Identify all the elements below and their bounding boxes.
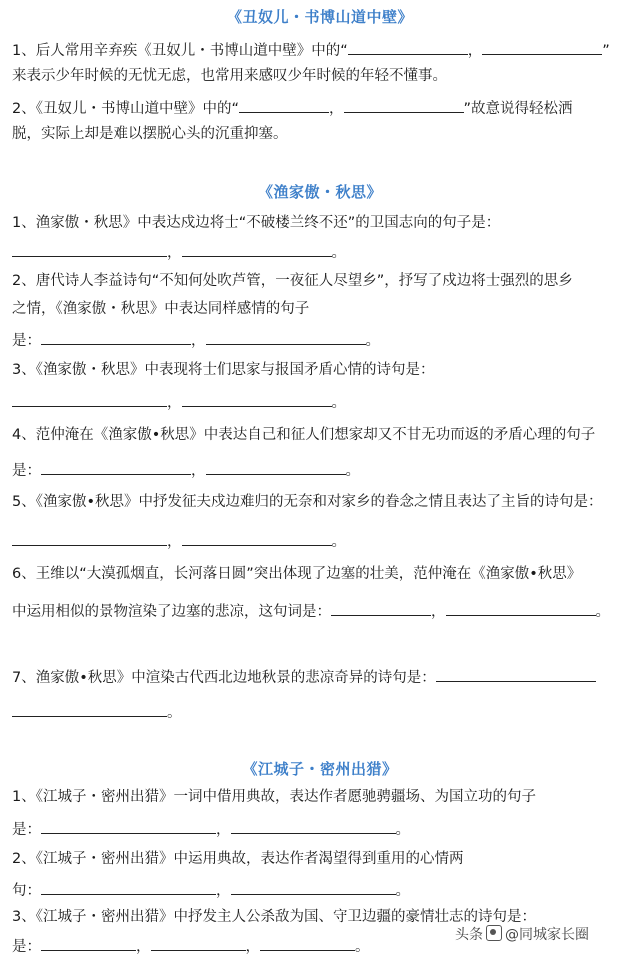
question-2-2-line2: 之情，《渔家傲・秋思》中表达同样感情的句子 bbox=[12, 301, 310, 317]
question-3-2-answer: 句： ， 。 bbox=[12, 878, 632, 901]
watermark-account: @同城家长圈 bbox=[505, 927, 589, 943]
answer-blank[interactable] bbox=[182, 529, 332, 546]
question-3-3: 3、《江城子・密州出猎》中抒发主人公杀敌为国、守卫边疆的豪情壮志的诗句是： bbox=[12, 909, 536, 925]
question-1-2-cont: 脱，实际上却是难以摆脱心头的沉重抑塞。 bbox=[12, 126, 288, 142]
question-text: 2、《丑奴儿・书博山道中壁》中的“ bbox=[12, 101, 239, 117]
answer-blank[interactable] bbox=[41, 934, 136, 951]
answer-blank[interactable] bbox=[231, 878, 396, 895]
question-2-2-answer: 是： ， 。 bbox=[12, 328, 632, 351]
question-2-1-answer: ， 。 bbox=[12, 240, 632, 263]
question-3-3-answer: 是： ， ， 。 bbox=[12, 934, 632, 957]
section-title-yujiaao: 《渔家傲・秋思》 bbox=[257, 183, 382, 201]
watermark bbox=[455, 924, 589, 944]
question-2-6-line1: 6、王维以“大漠孤烟直，长河落日圆”突出体现了边塞的壮美，范仲淹在《渔家傲•秋思》 bbox=[12, 566, 582, 582]
question-2-3-answer: ， 。 bbox=[12, 390, 632, 413]
answer-blank[interactable] bbox=[260, 934, 355, 951]
answer-blank[interactable] bbox=[206, 458, 346, 475]
question-1-1: 1、后人常用辛弃疾《丑奴儿・书博山道中壁》中的“ ， ” bbox=[12, 38, 632, 61]
answer-blank[interactable] bbox=[12, 240, 167, 257]
answer-blank[interactable] bbox=[182, 240, 332, 257]
question-text: 1、后人常用辛弃疾《丑奴儿・书博山道中壁》中的“ bbox=[12, 43, 348, 59]
section-title-chounuer: 《丑奴儿・书博山道中壁》 bbox=[226, 8, 413, 26]
answer-blank[interactable] bbox=[239, 96, 329, 113]
answer-blank[interactable] bbox=[482, 38, 602, 55]
question-3-1-answer: 是： ， 。 bbox=[12, 817, 632, 840]
answer-blank[interactable] bbox=[348, 38, 468, 55]
answer-blank[interactable] bbox=[12, 529, 167, 546]
question-3-2: 2、《江城子・密州出猎》中运用典故，表达作者渴望得到重用的心情两 bbox=[12, 851, 464, 867]
camera-icon bbox=[486, 925, 502, 941]
question-1-1-cont: 来表示少年时候的无忧无虑，也常用来感叹少年时候的年轻不懂事。 bbox=[12, 68, 447, 84]
answer-blank[interactable] bbox=[151, 934, 246, 951]
answer-blank[interactable] bbox=[344, 96, 464, 113]
watermark-brand: 头条 bbox=[455, 927, 483, 943]
question-3-1: 1、《江城子・密州出猎》一词中借用典故，表达作者愿驰骋疆场、为国立功的句子 bbox=[12, 789, 536, 805]
answer-blank[interactable] bbox=[12, 700, 167, 717]
answer-blank[interactable] bbox=[446, 599, 596, 616]
question-2-4-answer: 是： ， 。 bbox=[12, 458, 632, 481]
answer-blank[interactable] bbox=[182, 390, 332, 407]
answer-blank[interactable] bbox=[41, 817, 216, 834]
answer-blank[interactable] bbox=[41, 458, 191, 475]
answer-blank[interactable] bbox=[436, 665, 596, 682]
question-1-2: 2、《丑奴儿・书博山道中壁》中的“ ， ”故意说得轻松洒 bbox=[12, 96, 632, 119]
answer-blank[interactable] bbox=[206, 328, 366, 345]
section-title-jiangchengzi: 《江城子・密州出猎》 bbox=[242, 760, 398, 778]
question-2-4: 4、范仲淹在《渔家傲•秋思》中表达自己和征人们想家却又不甘无功而返的矛盾心理的句子 bbox=[12, 427, 596, 443]
answer-blank[interactable] bbox=[41, 328, 191, 345]
answer-blank[interactable] bbox=[12, 390, 167, 407]
question-2-3: 3、《渔家傲・秋思》中表现将士们思家与报国矛盾心情的诗句是： bbox=[12, 362, 435, 378]
question-2-2-line1: 2、唐代诗人李益诗句“不知何处吹芦管，一夜征人尽望乡”，抒写了戍边将士强烈的思乡 bbox=[12, 273, 573, 289]
question-2-1: 1、渔家傲・秋思》中表达戍边将士“不破楼兰终不还”的卫国志向的句子是： bbox=[12, 215, 501, 231]
question-2-7: 7、渔家傲•秋思》中渲染古代西北边地秋景的悲凉奇异的诗句是： bbox=[12, 665, 632, 688]
question-2-5-answer: ， 。 bbox=[12, 529, 632, 552]
question-2-5: 5、《渔家傲•秋思》中抒发征夫戍边难归的无奈和对家乡的眷念之情且表达了主旨的诗句是： bbox=[12, 494, 603, 510]
question-2-6-line2: 中运用相似的景物渲染了边塞的悲凉，这句词是： ， 。 bbox=[12, 599, 632, 622]
answer-blank[interactable] bbox=[231, 817, 396, 834]
answer-blank[interactable] bbox=[41, 878, 216, 895]
answer-blank[interactable] bbox=[331, 599, 431, 616]
question-2-7-answer: 。 bbox=[12, 700, 632, 723]
